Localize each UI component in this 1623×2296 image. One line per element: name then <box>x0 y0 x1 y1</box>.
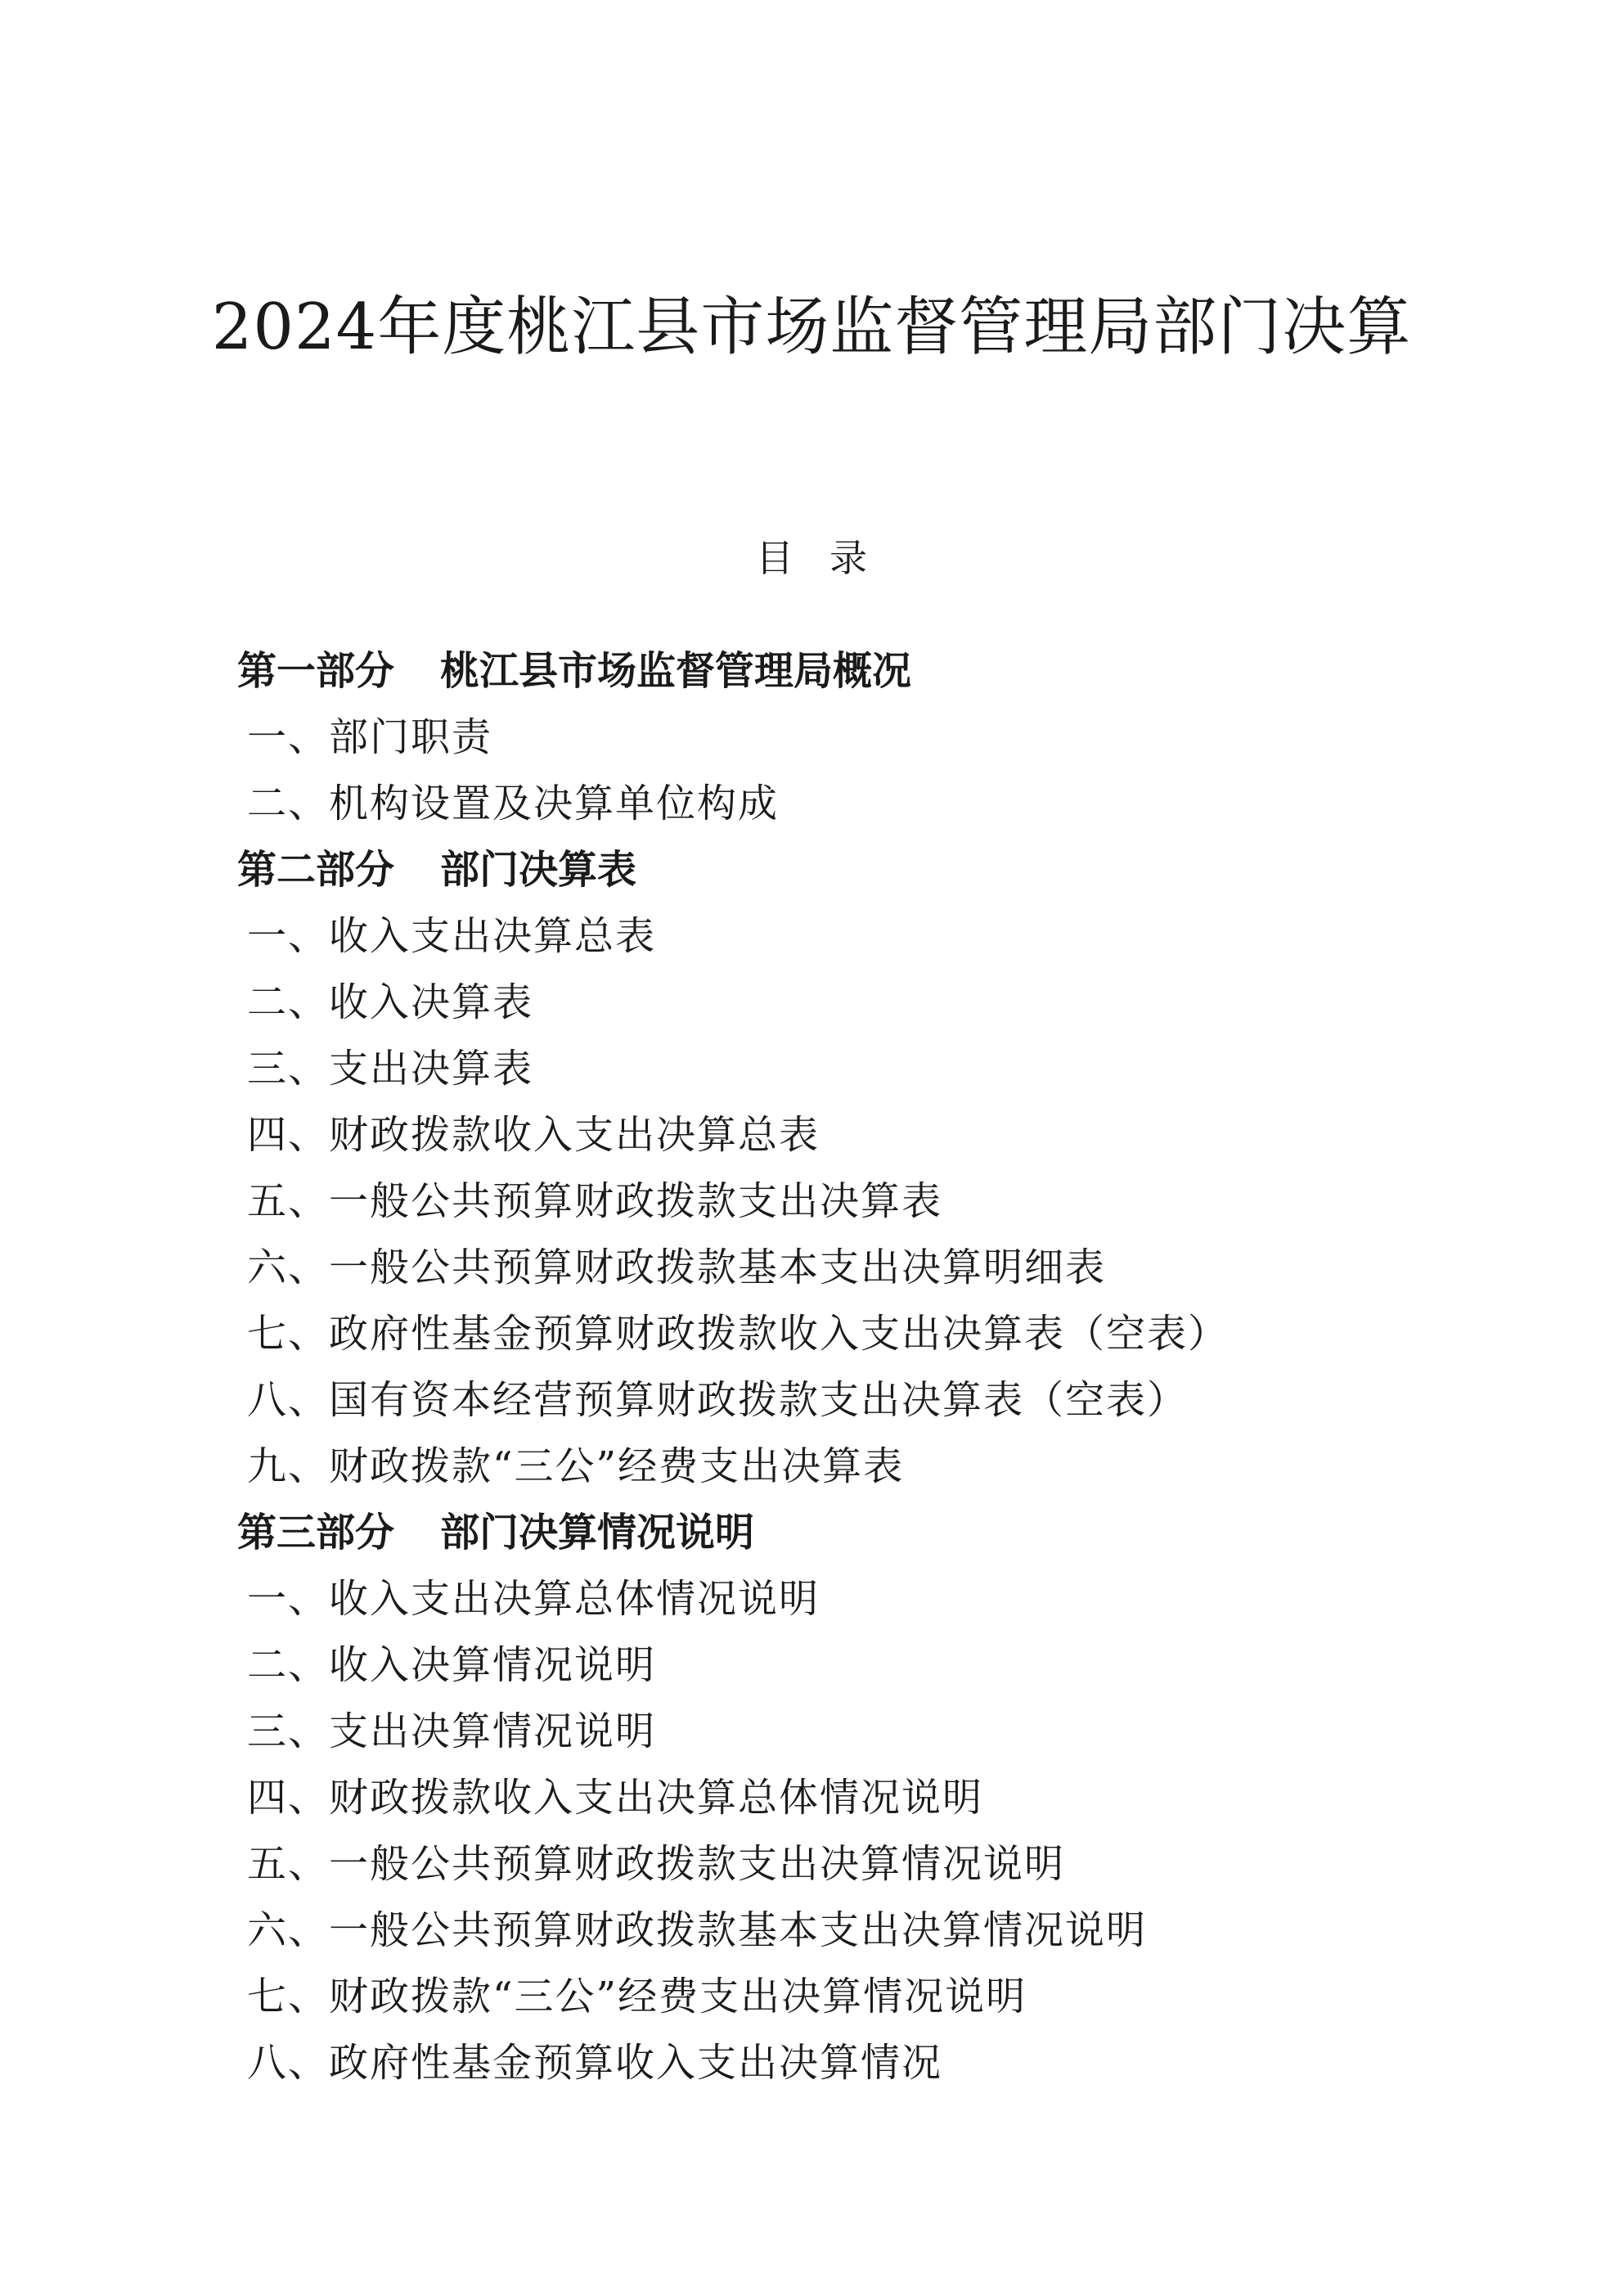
toc-part-2 <box>237 837 1464 903</box>
table-of-contents <box>237 638 1464 2096</box>
toc-item: 四、财政拨款收入支出决算总表 <box>247 1112 820 1158</box>
toc-item: 二、机构设置及决算单位构成 <box>247 781 780 826</box>
toc-heading-char-2: 录 <box>829 536 867 580</box>
toc-item: 四、财政拨款收入支出决算总体情况说明 <box>247 1775 984 1821</box>
toc-item: 五、一般公共预算财政拨款支出决算情况说明 <box>247 1841 1066 1887</box>
toc-item: 五、一般公共预算财政拨款支出决算表 <box>247 1178 943 1224</box>
toc-item: 三、支出决算表 <box>247 1046 534 1092</box>
toc-item: 七、政府性基金预算财政拨款收入支出决算表（空表） <box>247 1311 1230 1357</box>
toc-item: 二、收入决算情况说明 <box>247 1642 657 1688</box>
toc-item: 六、一般公共预算财政拨款基本支出决算明细表 <box>247 1245 1107 1290</box>
toc-item: 八、国有资本经营预算财政拨款支出决算表（空表） <box>247 1377 1189 1423</box>
toc-item: 一、部门职责 <box>247 714 493 760</box>
document-title: 2024年度桃江县市场监督管理局部门决算 <box>211 290 1412 364</box>
toc-part-title: 部门决算表 <box>440 847 637 893</box>
toc-item: 二、收入决算表 <box>247 979 534 1025</box>
toc-heading-char-1: 目 <box>756 536 794 580</box>
toc-heading <box>0 533 1623 583</box>
toc-part-label: 第二部分 <box>237 847 395 893</box>
toc-item: 六、一般公共预算财政拨款基本支出决算情况说明 <box>247 1907 1148 1953</box>
toc-part-1 <box>237 638 1464 705</box>
toc-part-label: 第三部分 <box>237 1510 395 1555</box>
toc-part-title: 桃江县市场监督管理局概况 <box>440 648 912 694</box>
toc-item: 一、收入支出决算总表 <box>247 913 657 959</box>
toc-part-title: 部门决算情况说明 <box>440 1510 755 1555</box>
toc-item: 九、财政拨款“三公”经费支出决算表 <box>247 1443 905 1489</box>
toc-part-3 <box>237 1500 1464 1566</box>
toc-item: 三、支出决算情况说明 <box>247 1708 657 1754</box>
toc-item: 一、收入支出决算总体情况说明 <box>247 1576 820 1622</box>
toc-item: 八、政府性基金预算收入支出决算情况 <box>247 2040 943 2086</box>
toc-item: 七、财政拨款“三公”经费支出决算情况说明 <box>247 1974 1027 2019</box>
toc-part-label: 第一部分 <box>237 648 395 694</box>
